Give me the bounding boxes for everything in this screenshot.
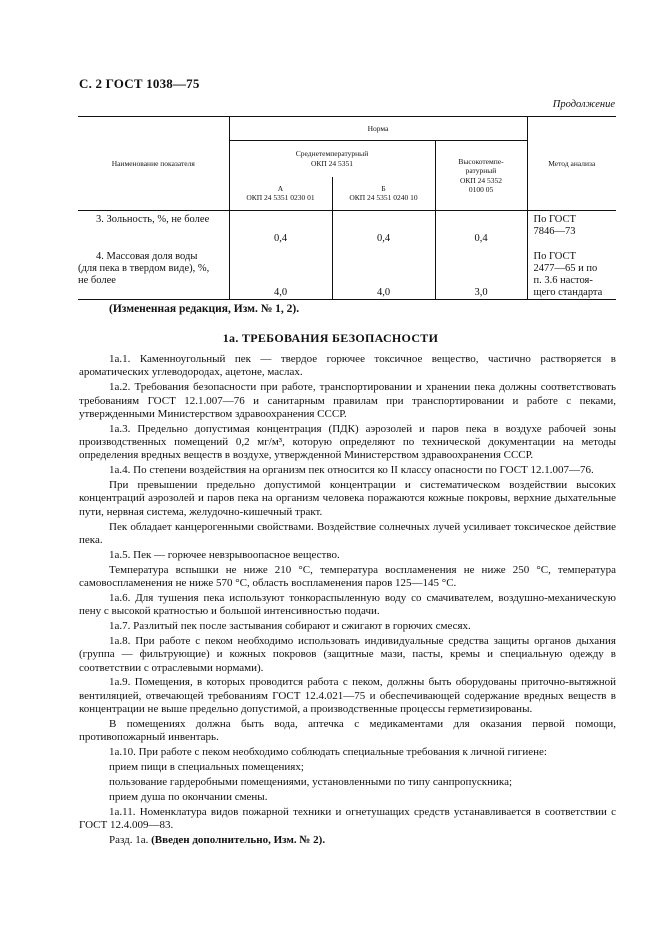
page-header: С. 2 ГОСТ 1038—75 bbox=[79, 76, 200, 91]
value-a: 4,0 bbox=[229, 245, 332, 300]
paragraph: 1а.5. Пек — горючее невзрывоопасное вещество. bbox=[109, 548, 340, 561]
row-method: По ГОСТ 2477—65 и по п. 3.6 настоя- щего стандарта bbox=[527, 245, 616, 300]
amendment-note: (Измененная редакция, Изм. № 1, 2). bbox=[109, 303, 300, 315]
paragraph: 1а.9. Помещения, в которых проводится работа с пеком, должны быть оборудованы приточно-вытяжной вентиляцией, отвечающей требованиям ГОСТ 12.4.021—75 и обеспечивающей содержание вредных веществ в концентрации не выше предельно допустимой, а производственные процессы герметизированы. bbox=[79, 676, 616, 716]
value-b: 4,0 bbox=[332, 245, 435, 300]
paragraph: 1а.10. При работе с пеком необходимо соблюдать специальные требования к личной гигиене: bbox=[109, 746, 547, 759]
section-title: 1а. ТРЕБОВАНИЯ БЕЗОПАСНОСТИ bbox=[222, 331, 439, 345]
continuation-label: Продолжение bbox=[552, 99, 615, 110]
paragraph: 1а.6. Для тушения пека используют тонкораспыленную воду со смачивателем, воздушно-механическую пену с высокой кратностью и большой интенсивностью подачи. bbox=[79, 591, 616, 618]
paragraph: Пек обладает канцерогенными свойствами. Воздействие солнечных лучей усиливает токсическое действие пека. bbox=[79, 520, 616, 546]
final-note-bold: (Введен дополнительно, Изм. № 2). bbox=[151, 833, 326, 846]
value-a: 0,4 bbox=[229, 211, 332, 245]
paragraph: 1а.3. Предельно допустимая концентрация (ПДК) аэрозолей и паров пека в воздухе рабочей зоны производственных помещений 0,2 мг/м³, которую определяют по технической документации на методы определения вредных веществ в воздухе, утвержденной Министерством здравоохранения СССР. bbox=[79, 422, 616, 462]
paragraph: прием пищи в специальных помещениях; bbox=[109, 760, 304, 773]
row-name: 3. Зольность, %, не более bbox=[96, 214, 210, 225]
column-header-method: Метод анализа bbox=[527, 117, 616, 211]
paragraph: Температура вспышки не ниже 210 °С, температура воспламенения не ниже 250 °С, температура самовоспламенения не ниже 570 °С, область воспламенения паров 125—145 °С. bbox=[79, 563, 616, 589]
paragraph: прием душа по окончании смены. bbox=[109, 790, 268, 803]
paragraph: В помещениях должна быть вода, аптечка с медикаментами для оказания первой помощи, противопожарный инвентарь. bbox=[79, 717, 616, 744]
paragraph: 1а.8. При работе с пеком необходимо использовать индивидуальные средства защиты органов дыхания (группа — фильтрующие) и кожных покровов (защитные мази, пасты, кремы и специальную одежду в соответствии с отраслевыми нормами). bbox=[79, 634, 616, 674]
column-header-norm: Норма bbox=[229, 117, 527, 141]
column-header-name: Наименование показателя bbox=[78, 117, 229, 211]
paragraph: 1а.11. Номенклатура видов пожарной техники и огнетушащих средств устанавливается в соответствии с ГОСТ 12.4.009—83. bbox=[79, 805, 616, 831]
value-high: 3,0 bbox=[435, 245, 527, 300]
value-high: 0,4 bbox=[435, 211, 527, 245]
paragraph: При превышении предельно допустимой концентрации и систематическом воздействии высоких концентраций аэрозолей и паров пека на организм человека поражаются кожные покровы, верхние дыхательные пути, нервная система, желудочно-кишечный тракт. bbox=[79, 479, 616, 518]
paragraph: 1а.7. Разлитый пек после застывания собирают и сжигают в горючих смесях. bbox=[109, 620, 471, 633]
norms-table bbox=[78, 116, 616, 300]
final-note bbox=[79, 834, 616, 847]
paragraph: 1а.1. Каменноугольный пек — твердое горючее токсичное вещество, частично растворяется в ароматических углеводородах, ацетоне, маслах. bbox=[79, 353, 616, 379]
paragraph: 1а.2. Требования безопасности при работе, транспортировании и хранении пека должны соответствовать требованиям ГОСТ 12.1.007—76 и санитарным правилам при транспортировании и работе с пеками, утвержденными Министерством здравоохранения СССР. bbox=[79, 381, 616, 420]
value-b: 0,4 bbox=[332, 211, 435, 245]
table-row bbox=[78, 245, 616, 300]
row-name: 4. Массовая доля воды (для пека в твердом виде), %, не более bbox=[78, 245, 229, 300]
column-header-high: Высокотемпе- ратурный ОКП 24 5352 0100 05 bbox=[435, 141, 527, 211]
paragraph: 1а.4. По степени воздействия на организм пек относится ко II классу опасности по ГОСТ 12.1.007—76. bbox=[109, 464, 594, 477]
section-body bbox=[79, 353, 616, 847]
column-header-grade-a: А ОКП 24 5351 0230 01 bbox=[229, 177, 332, 211]
row-method: По ГОСТ 7846—73 bbox=[527, 211, 616, 245]
column-header-medium: Среднетемпературный ОКП 24 5351 bbox=[229, 141, 435, 177]
final-note-prefix: Разд. 1а. bbox=[109, 833, 149, 846]
paragraph: пользование гардеробными помещениями, установленными по типу санпропускника; bbox=[109, 775, 513, 788]
table-row bbox=[78, 211, 616, 245]
column-header-grade-b: Б ОКП 24 5351 0240 10 bbox=[332, 177, 435, 211]
